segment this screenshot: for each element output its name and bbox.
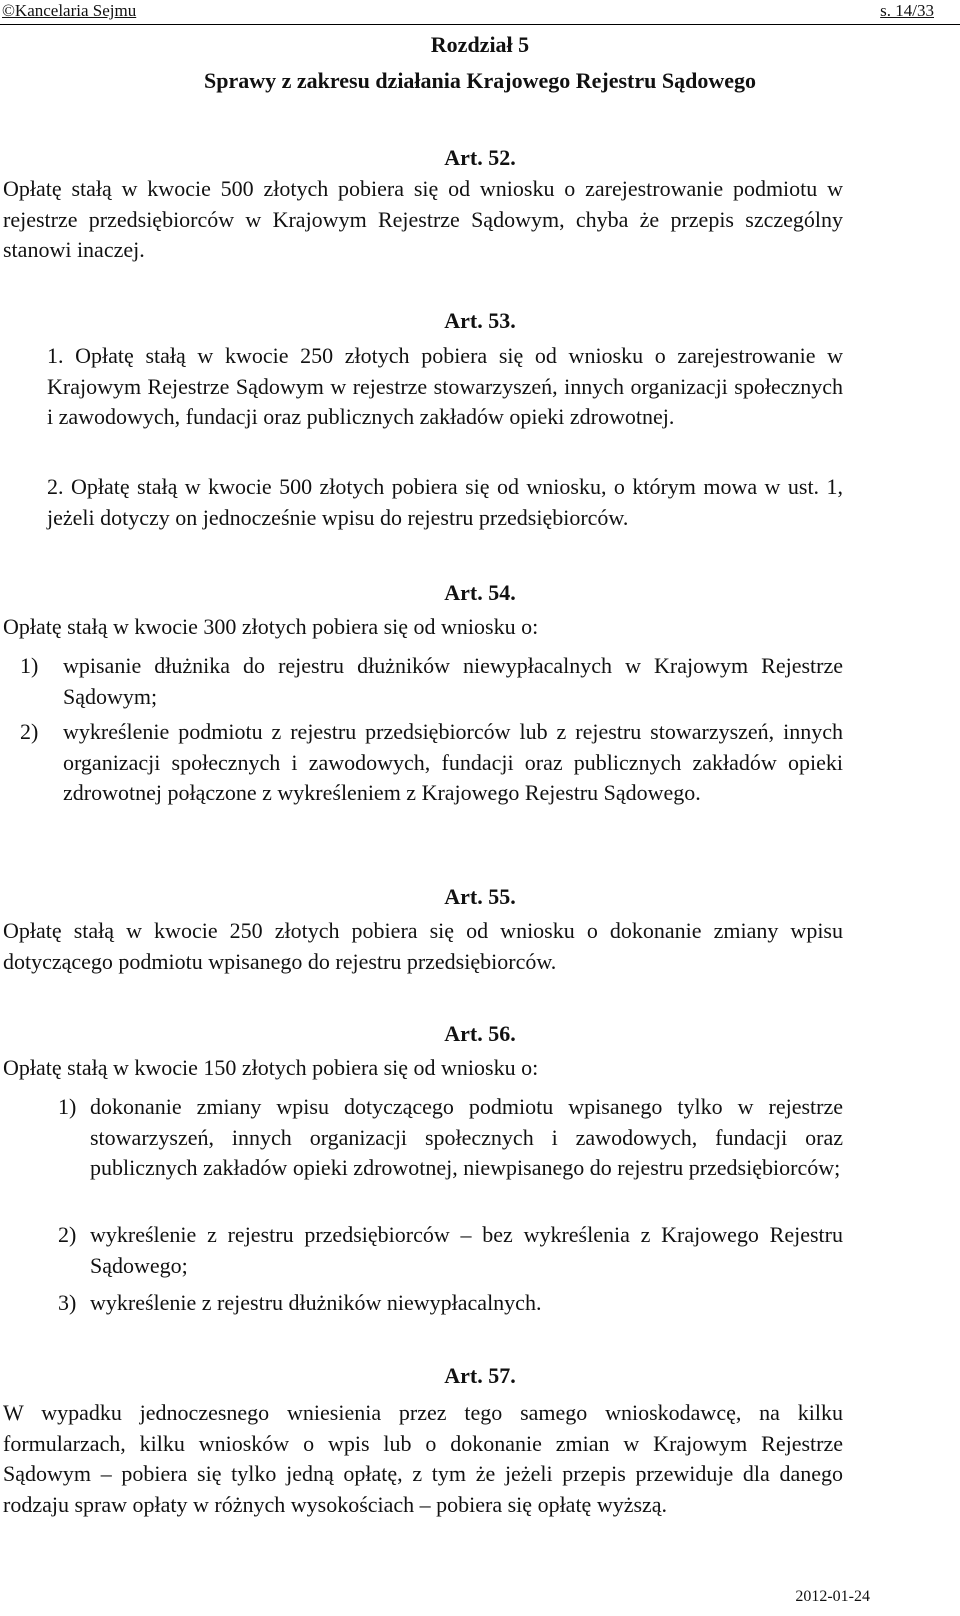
article-56-item-2-text: wykreślenie z rejestru przedsiębiorców – bez wykreślenia z Krajowego Rejestru Sądowego; — [90, 1222, 843, 1278]
article-title-56: Art. 56. — [444, 1021, 516, 1046]
article-56-item-1-number: 1) — [58, 1094, 77, 1119]
article-56-item-1-text: dokonanie zmiany wpisu dotyczącego podmiotu wpisanego tylko w rejestrze stowarzyszeń, innych organizacji społecznych i zawodowych, fundacji oraz publicznych zakładów opieki zdrowotnej, niewpisanego do rejestru przedsiębiorców; — [90, 1094, 843, 1180]
page-header — [0, 0, 960, 26]
article-56-intro: Opłatę stałą w kwocie 150 złotych pobiera się od wniosku o: — [3, 1055, 539, 1080]
chapter-title: Sprawy z zakresu działania Krajowego Rejestru Sądowego — [204, 68, 756, 93]
article-text-57: W wypadku jednoczesnego wniesienia przez tego samego wnioskodawcę, na kilku formularzach, kilku wniosków o wpis lub o dokonanie zmian w Krajowym Rejestrze Sądowym – pobiera się tylko jedną opłatę, z tym że jeżeli przepis przewiduje dla danego rodzaju spraw opłaty w różnych wysokościach – pobiera się opłatę wyższą. — [3, 1400, 843, 1517]
article-title-53: Art. 53. — [444, 308, 516, 333]
article-title-57: Art. 57. — [444, 1363, 516, 1388]
article-56-item-3-number: 3) — [58, 1290, 77, 1315]
document-date: 2012-01-24 — [795, 1588, 870, 1605]
article-54-item-2-text: wykreślenie podmiotu z rejestru przedsiębiorców lub z rejestru stowarzyszeń, innych organizacji społecznych i zawodowych, fundacji oraz publicznych zakładów opieki zdrowotnej połączone z wykreśleniem z Krajowego Rejestru Sądowego. — [63, 719, 843, 805]
article-text-52: Opłatę stałą w kwocie 500 złotych pobiera się od wniosku o zarejestrowanie podmiotu w rejestrze przedsiębiorców w Krajowym Rejestrze Sądowym, chyba że przepis szczególny stanowi inaczej. — [3, 176, 843, 262]
article-56-item-3-text: wykreślenie z rejestru dłużników niewypłacalnych. — [90, 1290, 542, 1315]
chapter-number: Rozdział 5 — [430, 32, 530, 57]
header-divider — [0, 24, 960, 25]
article-56-item-2-number: 2) — [58, 1222, 77, 1247]
page-number: s. 14/33 — [880, 1, 934, 20]
article-54-item-1-text: wpisanie dłużnika do rejestru dłużników niewypłacalnych w Krajowym Rejestrze Sądowym; — [63, 653, 843, 709]
article-54-item-1-number: 1) — [20, 653, 39, 678]
article-title-52: Art. 52. — [444, 145, 516, 170]
article-53-paragraph-1: 1. Opłatę stałą w kwocie 250 złotych pobiera się od wniosku o zarejestrowanie w Krajowym Rejestrze Sądowym w rejestrze stowarzyszeń, innych organizacji społecznych i zawodowych, fundacji oraz publicznych zakładów opieki zdrowotnej. — [47, 343, 843, 429]
article-54-item-2-number: 2) — [20, 719, 39, 744]
source-label: ©Kancelaria Sejmu — [2, 1, 137, 20]
article-54-intro: Opłatę stałą w kwocie 300 złotych pobiera się od wniosku o: — [3, 614, 539, 639]
article-text-55: Opłatę stałą w kwocie 250 złotych pobiera się od wniosku o dokonanie zmiany wpisu dotyczącego podmiotu wpisanego do rejestru przedsiębiorców. — [3, 918, 843, 974]
article-title-54: Art. 54. — [444, 580, 516, 605]
article-title-55: Art. 55. — [444, 884, 516, 909]
article-53-paragraph-2: 2. Opłatę stałą w kwocie 500 złotych pobiera się od wniosku, o którym mowa w ust. 1, jeżeli dotyczy on jednocześnie wpisu do rejestru przedsiębiorców. — [47, 474, 843, 530]
